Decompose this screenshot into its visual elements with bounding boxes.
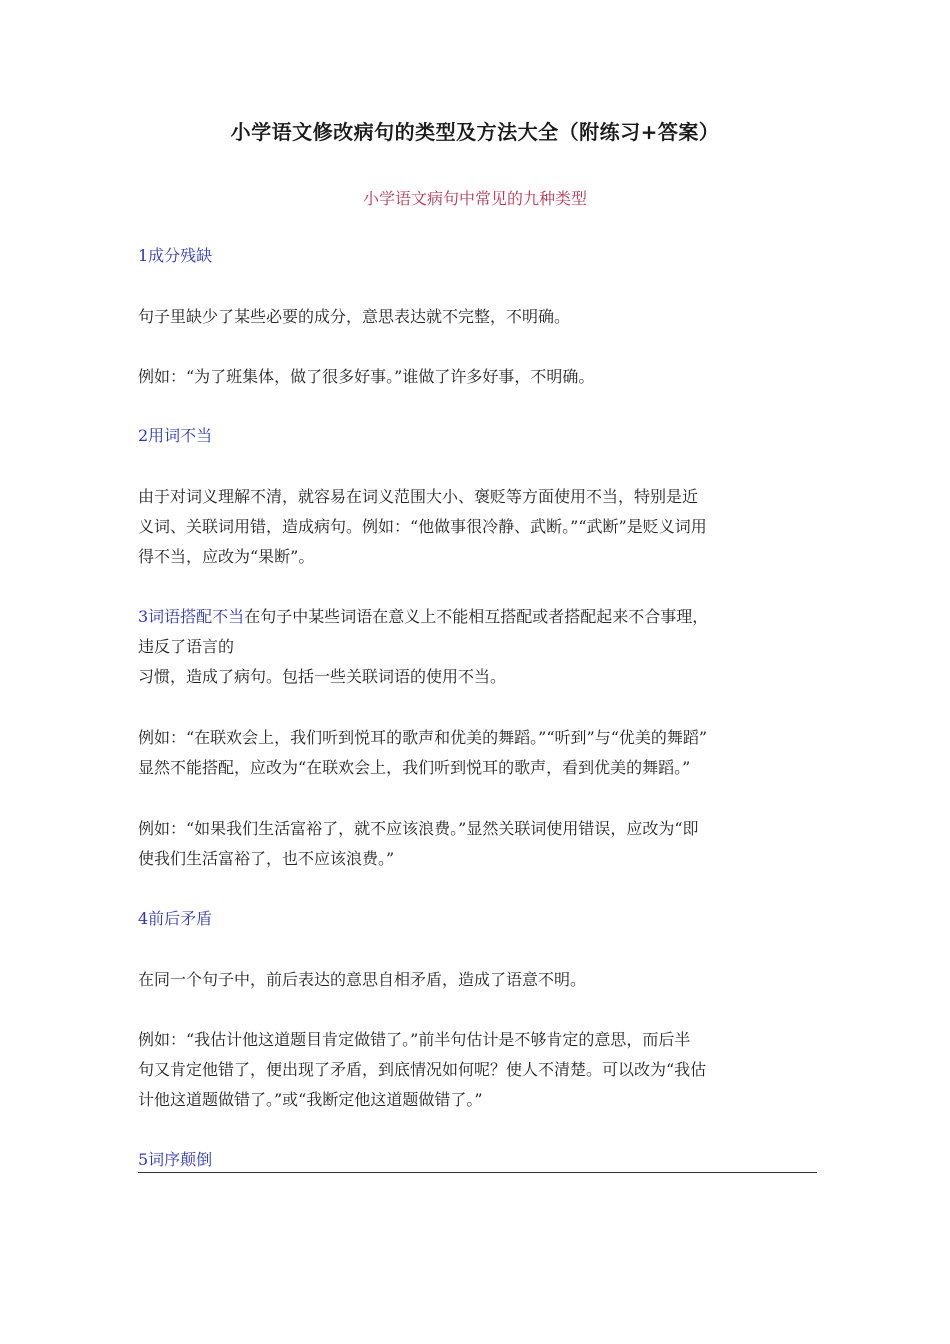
section-heading-1: 1成分残缺	[138, 246, 213, 265]
section-2-paragraph-line-2: 义词、关联词用错，造成病句。例如：“他做事很冷静、武断。”“武断”是贬义词用	[138, 517, 707, 536]
section-3-example-1-line-1: 例如：“在联欢会上，我们听到悦耳的歌声和优美的舞蹈。”“听到”与“优美的舞蹈”	[138, 728, 708, 747]
section-1-example: 例如：“为了班集体，做了很多好事。”谁做了许多好事，不明确。	[138, 367, 595, 386]
section-heading-5: 5词序颠倒	[138, 1150, 213, 1169]
section-3-example-1-line-2: 显然不能搭配，应改为“在联欢会上，我们听到悦耳的歌声，看到优美的舞蹈。”	[138, 758, 691, 777]
section-3-paragraph-line-3: 习惯，造成了病句。包括一些关联词语的使用不当。	[138, 667, 507, 686]
section-heading-2: 2用词不当	[138, 426, 213, 445]
horizontal-rule	[138, 1172, 817, 1173]
section-4-example-line-1: 例如：“我估计他这道题目肯定做错了。”前半句估计是不够肯定的意思，而后半	[138, 1030, 691, 1049]
section-4-paragraph-1: 在同一个句子中，前后表达的意思自相矛盾，造成了语意不明。	[138, 970, 587, 989]
section-4-example-line-2: 句又肯定他错了，便出现了矛盾，到底情况如何呢？使人不清楚。可以改为“我估	[138, 1060, 707, 1079]
section-3-paragraph-line-1: 在句子中某些词语在意义上不能相互搭配或者搭配起来不合事理，	[244, 607, 709, 626]
document-subtitle: 小学语文病句中常见的九种类型	[362, 189, 587, 208]
section-3-paragraph-line-2: 违反了语言的	[138, 637, 235, 656]
section-4-example-line-3: 计他这道题做错了。”或“我断定他这道题做错了。”	[138, 1090, 483, 1109]
section-1-paragraph-1: 句子里缺少了某些必要的成分，意思表达就不完整，不明确。	[138, 307, 571, 326]
document-title: 小学语文修改病句的类型及方法大全（附练习+答案）	[230, 120, 720, 144]
section-2-paragraph-line-1: 由于对词义理解不清，就容易在词义范围大小、褒贬等方面使用不当，特别是近	[138, 487, 699, 506]
section-2-paragraph-line-3: 得不当，应改为“果断”。	[138, 547, 315, 566]
section-heading-4: 4前后矛盾	[138, 909, 213, 928]
section-3-example-2-line-2: 使我们生活富裕了，也不应该浪费。”	[138, 849, 395, 868]
section-3-example-2-line-1: 例如：“如果我们生活富裕了，就不应该浪费。”显然关联词使用错误，应改为“即	[138, 819, 699, 838]
section-heading-3: 3词语搭配不当	[138, 607, 245, 626]
section-3-first-line	[138, 602, 818, 632]
